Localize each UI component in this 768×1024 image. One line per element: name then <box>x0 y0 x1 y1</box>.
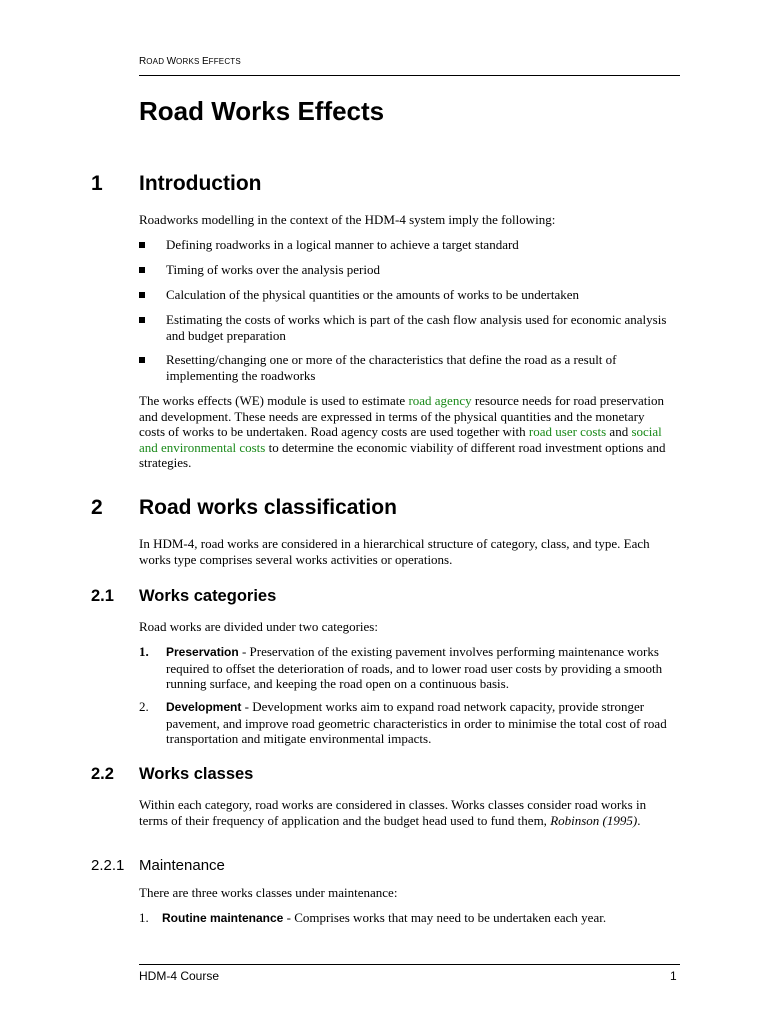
section-number: 2 <box>91 496 103 519</box>
running-header-rest-2: ORKS <box>176 57 202 66</box>
list-item-text <box>166 644 671 692</box>
subsection-title: Works categories <box>139 587 277 605</box>
bullet-square-icon <box>139 242 145 248</box>
list-item-text <box>162 910 667 927</box>
classification-paragraph: In HDM-4, road works are considered in a hierarchical structure of category, class, and type. Each works type comprises several works activities or operations. <box>139 536 650 567</box>
section-number: 1 <box>91 172 103 195</box>
section-title: Road works classification <box>139 496 397 519</box>
bullet-square-icon <box>139 317 145 323</box>
subsection-number: 2.2 <box>91 765 114 783</box>
list-item-term: Development <box>166 700 242 714</box>
paragraph-text: Within each category, road works are considered in classes. Works classes consider road works in terms of their frequency of application and the budget head used to fund them, <box>139 797 647 828</box>
paragraph-text: and <box>606 424 632 439</box>
list-item-term: Preservation <box>166 645 239 659</box>
maintenance-lead-paragraph: There are three works classes under maintenance: <box>139 885 398 900</box>
subsubsection-number: 2.2.1 <box>91 857 125 874</box>
bullet-square-icon <box>139 267 145 273</box>
categories-lead-paragraph: Road works are divided under two categories: <box>139 619 378 634</box>
subsection-title: Works classes <box>139 765 254 783</box>
list-item-text: Calculation of the physical quantities or the amounts of works to be undertaken <box>166 287 580 302</box>
list-item-number: 1. <box>139 644 149 659</box>
paragraph-text: to determine the economic viability of different road investment options and strategies. <box>139 439 666 470</box>
list-item-text: Estimating the costs of works which is part of the cash flow analysis used for economic analysis and budget preparation <box>166 312 667 343</box>
list-item-term: Routine maintenance <box>162 911 284 925</box>
citation: Robinson (1995) <box>550 812 638 828</box>
list-item-description: - Comprises works that may need to be undertaken each year. <box>283 910 607 925</box>
running-header-cap-3: E <box>201 56 209 67</box>
works-effects-paragraph <box>139 393 671 471</box>
running-header-cap-2: W <box>166 56 177 67</box>
list-item-text: Resetting/changing one or more of the characteristics that define the road as a result of implementing the roadworks <box>166 352 617 383</box>
running-header-rest-1: OAD <box>146 57 167 66</box>
footer-divider <box>139 964 680 965</box>
list-item-description: - Preservation of the existing pavement involves performing maintenance works required to offset the deterioration of roads, and to lower road user costs by providing a smooth running surface, and keeping the road open on a continuous basis. <box>166 644 663 691</box>
intro-lead-paragraph: Roadworks modelling in the context of the HDM-4 system imply the following: <box>139 212 556 227</box>
list-item-text: Defining roadworks in a logical manner to achieve a target standard <box>166 237 519 252</box>
subsubsection-title: Maintenance <box>139 857 225 874</box>
page-number: 1 <box>670 969 677 983</box>
link-road-user-costs[interactable]: road user costs <box>528 424 607 439</box>
subsection-number: 2.1 <box>91 587 114 605</box>
paragraph-text: . <box>637 812 641 828</box>
running-header <box>139 56 241 67</box>
footer-course-name: HDM-4 Course <box>139 969 220 983</box>
list-item-number: 2. <box>139 699 149 714</box>
bullet-square-icon <box>139 292 145 298</box>
running-header-cap-1: R <box>139 56 147 67</box>
running-header-rest-3: FFECTS <box>208 57 241 66</box>
classes-paragraph <box>139 797 671 828</box>
paragraph-text: The works effects (WE) module is used to estimate <box>139 393 409 408</box>
list-item-text: Timing of works over the analysis period <box>166 262 380 277</box>
document-title: Road Works Effects <box>139 96 385 126</box>
list-item-text <box>166 699 671 747</box>
list-item-description: - Development works aim to expand road network capacity, provide stronger pavement, and improve road geometric characteristics in order to minimise the total cost of road transportation and mitigate environmental impacts. <box>166 699 667 746</box>
link-social-environmental-costs[interactable]: social and environmental costs <box>139 424 662 455</box>
list-item-number: 1. <box>139 910 149 925</box>
section-title: Introduction <box>139 172 262 195</box>
bullet-square-icon <box>139 357 145 363</box>
paragraph-text: resource needs for road preservation and development. These needs are expressed in terms of the physical quantities and the monetary costs of works to be undertaken. Road agency costs are used together with <box>139 393 664 439</box>
link-road-agency[interactable]: road agency <box>408 393 472 408</box>
header-divider <box>139 75 680 76</box>
